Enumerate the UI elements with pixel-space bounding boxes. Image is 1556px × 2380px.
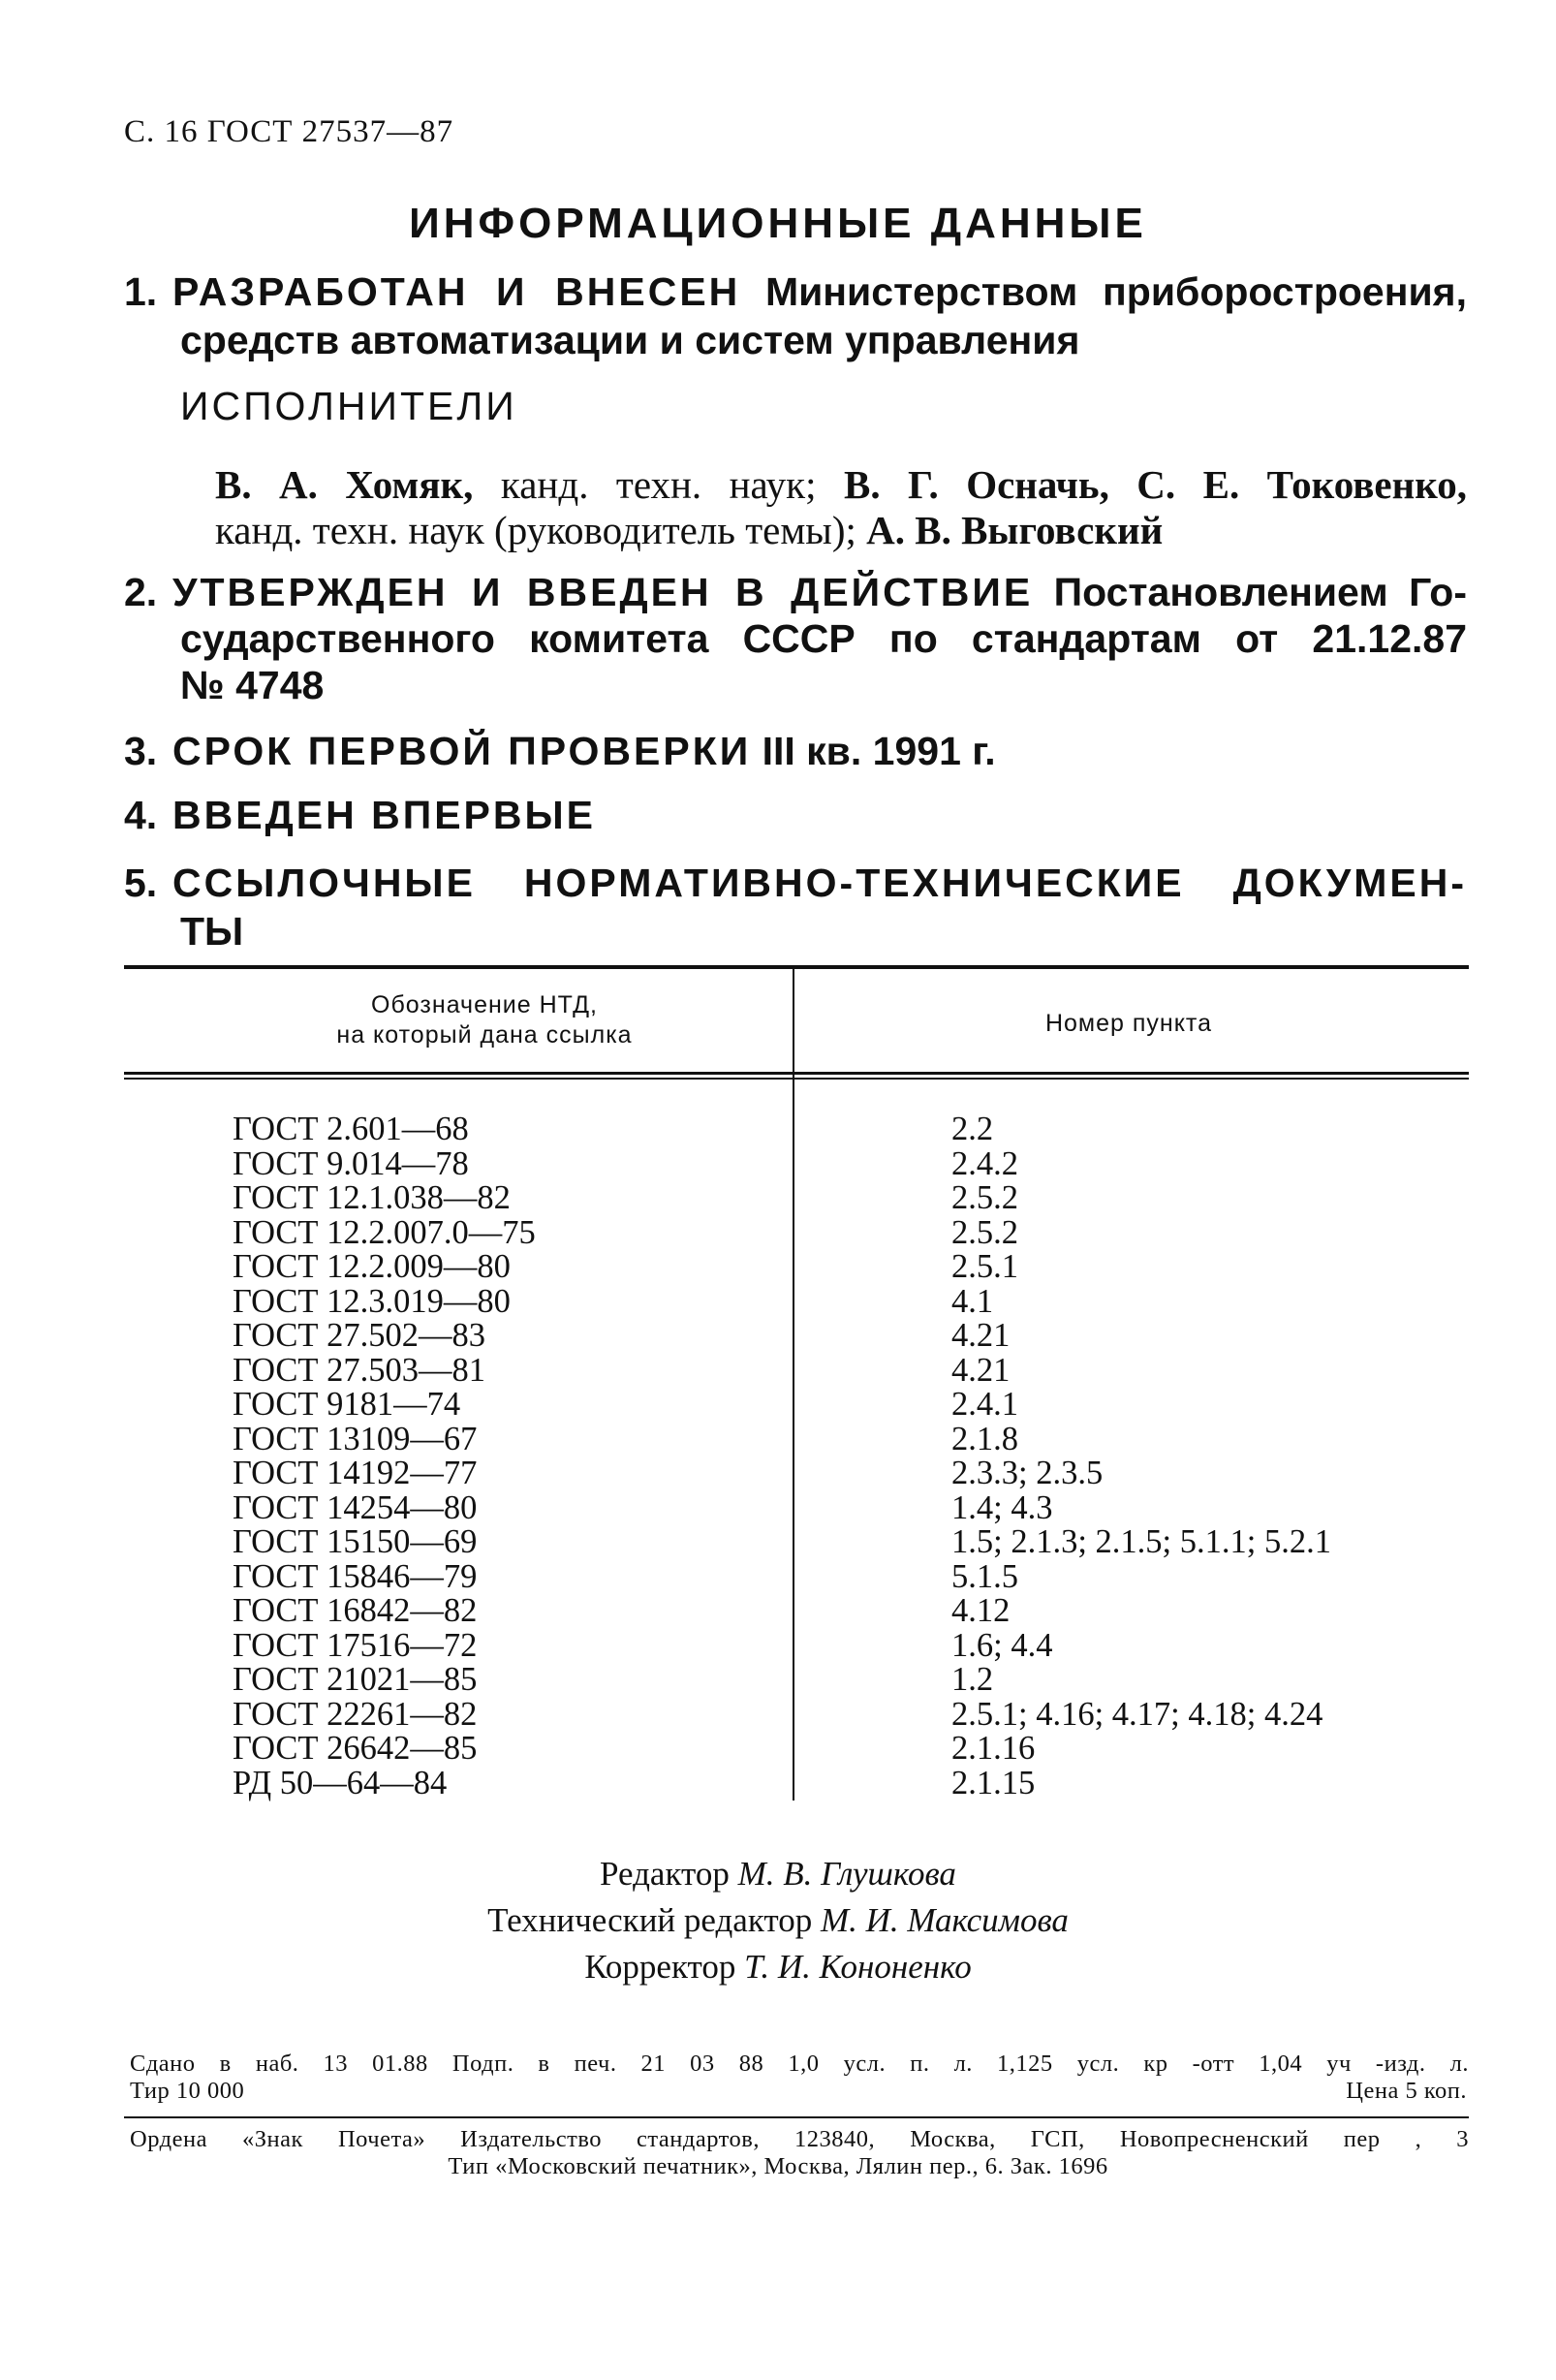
table-cell-clause: 4.21 (951, 1317, 1011, 1354)
table-cell-clause: 5.1.5 (951, 1557, 1018, 1595)
imprint-publisher: Ордена «Знак Почета» Издательство стандартов, 123840, Москва, ГСП, Новопресненский пер , 3 (130, 2126, 1469, 2152)
table-col1 (233, 1112, 536, 1801)
table-cell-clause: 4.21 (951, 1351, 1011, 1389)
item-5-line2: ТЫ (180, 909, 244, 954)
table-cell-clause: 2.1.15 (951, 1764, 1036, 1801)
item-1-line1: 1. РАЗРАБОТАН И ВНЕСЕН Министерством приборостроения, (124, 269, 1467, 314)
credit-tech-editor: Технический редактор М. И. Максимова (487, 1901, 1069, 1939)
table-header-col2: Номер пункта (1044, 1010, 1213, 1037)
table-cell-designation: ГОСТ 13109—67 (233, 1420, 478, 1457)
table-cell-designation: ГОСТ 12.2.007.0—75 (233, 1213, 536, 1251)
table-cell-designation: ГОСТ 14192—77 (233, 1455, 478, 1491)
table-cell-clause: 2.4.2 (951, 1144, 1018, 1182)
imprint-rule (124, 2116, 1469, 2118)
table-cell-designation: ГОСТ 12.2.009—80 (233, 1248, 511, 1285)
table-cell-designation: ГОСТ 2.601—68 (233, 1111, 469, 1147)
item-2-line1: 2. УТВЕРЖДЕН И ВВЕДЕН В ДЕЙСТВИЕ Постановлением Го- (124, 570, 1467, 614)
page-title: ИНФОРМАЦИОННЫЕ ДАННЫЕ (409, 200, 1147, 247)
item-2-line2: сударственного комитета СССР по стандартам от 21.12.87 (180, 616, 1467, 661)
table-cell-designation: ГОСТ 15150—69 (233, 1523, 478, 1560)
table-cell-designation: ГОСТ 17516—72 (233, 1626, 478, 1664)
imprint-price: Цена 5 коп. (1346, 2078, 1467, 2104)
table-cell-designation: ГОСТ 12.3.019—80 (233, 1282, 511, 1320)
page-header: С. 16 ГОСТ 27537—87 (124, 114, 454, 149)
table-cell-clause: 4.12 (951, 1592, 1011, 1629)
table-cell-designation: ГОСТ 16842—82 (233, 1592, 478, 1629)
table-cell-clause: 4.1 (951, 1282, 994, 1320)
table-cell-clause: 1.5; 2.1.3; 2.1.5; 5.1.1; 5.2.1 (951, 1523, 1331, 1560)
table-cell-designation: ГОСТ 22261—82 (233, 1695, 478, 1733)
table-cell-clause: 2.2 (951, 1111, 994, 1147)
executors-heading: ИСПОЛНИТЕЛИ (180, 384, 517, 428)
table-cell-designation: ГОСТ 21021—85 (233, 1661, 478, 1698)
table-cell-clause: 2.1.16 (951, 1730, 1036, 1767)
table-cell-clause: 2.1.8 (951, 1420, 1018, 1457)
executors-line1: В. А. Хомяк, канд. техн. наук; В. Г. Осначь, С. Е. Токовенко, (215, 462, 1468, 507)
imprint-printer: Тип «Московский печатник», Москва, Лялин пер., 6. Зак. 1696 (448, 2153, 1108, 2179)
table-cell-clause: 2.5.2 (951, 1213, 1018, 1251)
table-col2 (951, 1112, 1331, 1801)
imprint-circulation: Тир 10 000 (130, 2078, 245, 2104)
table-top-rule (124, 965, 1469, 969)
table-cell-clause: 2.3.3; 2.3.5 (951, 1455, 1104, 1491)
table-cell-designation: ГОСТ 9181—74 (233, 1386, 461, 1423)
table-cell-designation: ГОСТ 26642—85 (233, 1730, 478, 1767)
credit-editor: Редактор М. В. Глушкова (600, 1855, 956, 1893)
table-header-rule-2 (124, 1078, 1469, 1080)
table-cell-designation: ГОСТ 27.502—83 (233, 1317, 486, 1354)
item-5-line1: 5. ССЫЛОЧНЫЕ НОРМАТИВНО-ТЕХНИЧЕСКИЕ ДОКУМЕН- (124, 861, 1467, 905)
table-cell-clause: 1.6; 4.4 (951, 1626, 1053, 1664)
table-cell-designation: ГОСТ 12.1.038—82 (233, 1179, 511, 1216)
table-cell-designation: ГОСТ 9.014—78 (233, 1144, 469, 1182)
executors-line2: канд. техн. наук (руководитель темы); А. В. Выговский (215, 508, 1164, 552)
item-3: 3. СРОК ПЕРВОЙ ПРОВЕРКИ III кв. 1991 г. (124, 729, 996, 773)
item-4: 4. ВВЕДЕН ВПЕРВЫЕ (124, 793, 596, 837)
table-cell-clause: 1.2 (951, 1661, 994, 1698)
item-2-line3: № 4748 (180, 663, 325, 707)
table-column-divider (793, 969, 794, 1801)
table-cell-clause: 2.5.1 (951, 1248, 1018, 1285)
table-cell-designation: ГОСТ 14254—80 (233, 1488, 478, 1526)
item-1-line2: средств автоматизации и систем управления (180, 318, 1080, 362)
table-header-rule (124, 1072, 1469, 1075)
table-cell-designation: РД 50—64—84 (233, 1764, 448, 1801)
table-cell-clause: 2.5.2 (951, 1179, 1018, 1216)
table-cell-designation: ГОСТ 27.503—81 (233, 1351, 486, 1389)
table-header-col1: Обозначение НТД, на который дана ссылка (336, 991, 633, 1049)
table-cell-clause: 2.5.1; 4.16; 4.17; 4.18; 4.24 (951, 1695, 1323, 1733)
table-cell-designation: ГОСТ 15846—79 (233, 1557, 478, 1595)
imprint-line1: Сдано в наб. 13 01.88 Подп. в печ. 21 03 88 1,0 усл. п. л. 1,125 усл. кр -отт 1,04 уч -изд. л. (130, 2051, 1469, 2077)
table-cell-clause: 2.4.1 (951, 1386, 1018, 1423)
credit-corrector: Корректор Т. И. Кононенко (584, 1948, 972, 1986)
table-cell-clause: 1.4; 4.3 (951, 1488, 1053, 1526)
